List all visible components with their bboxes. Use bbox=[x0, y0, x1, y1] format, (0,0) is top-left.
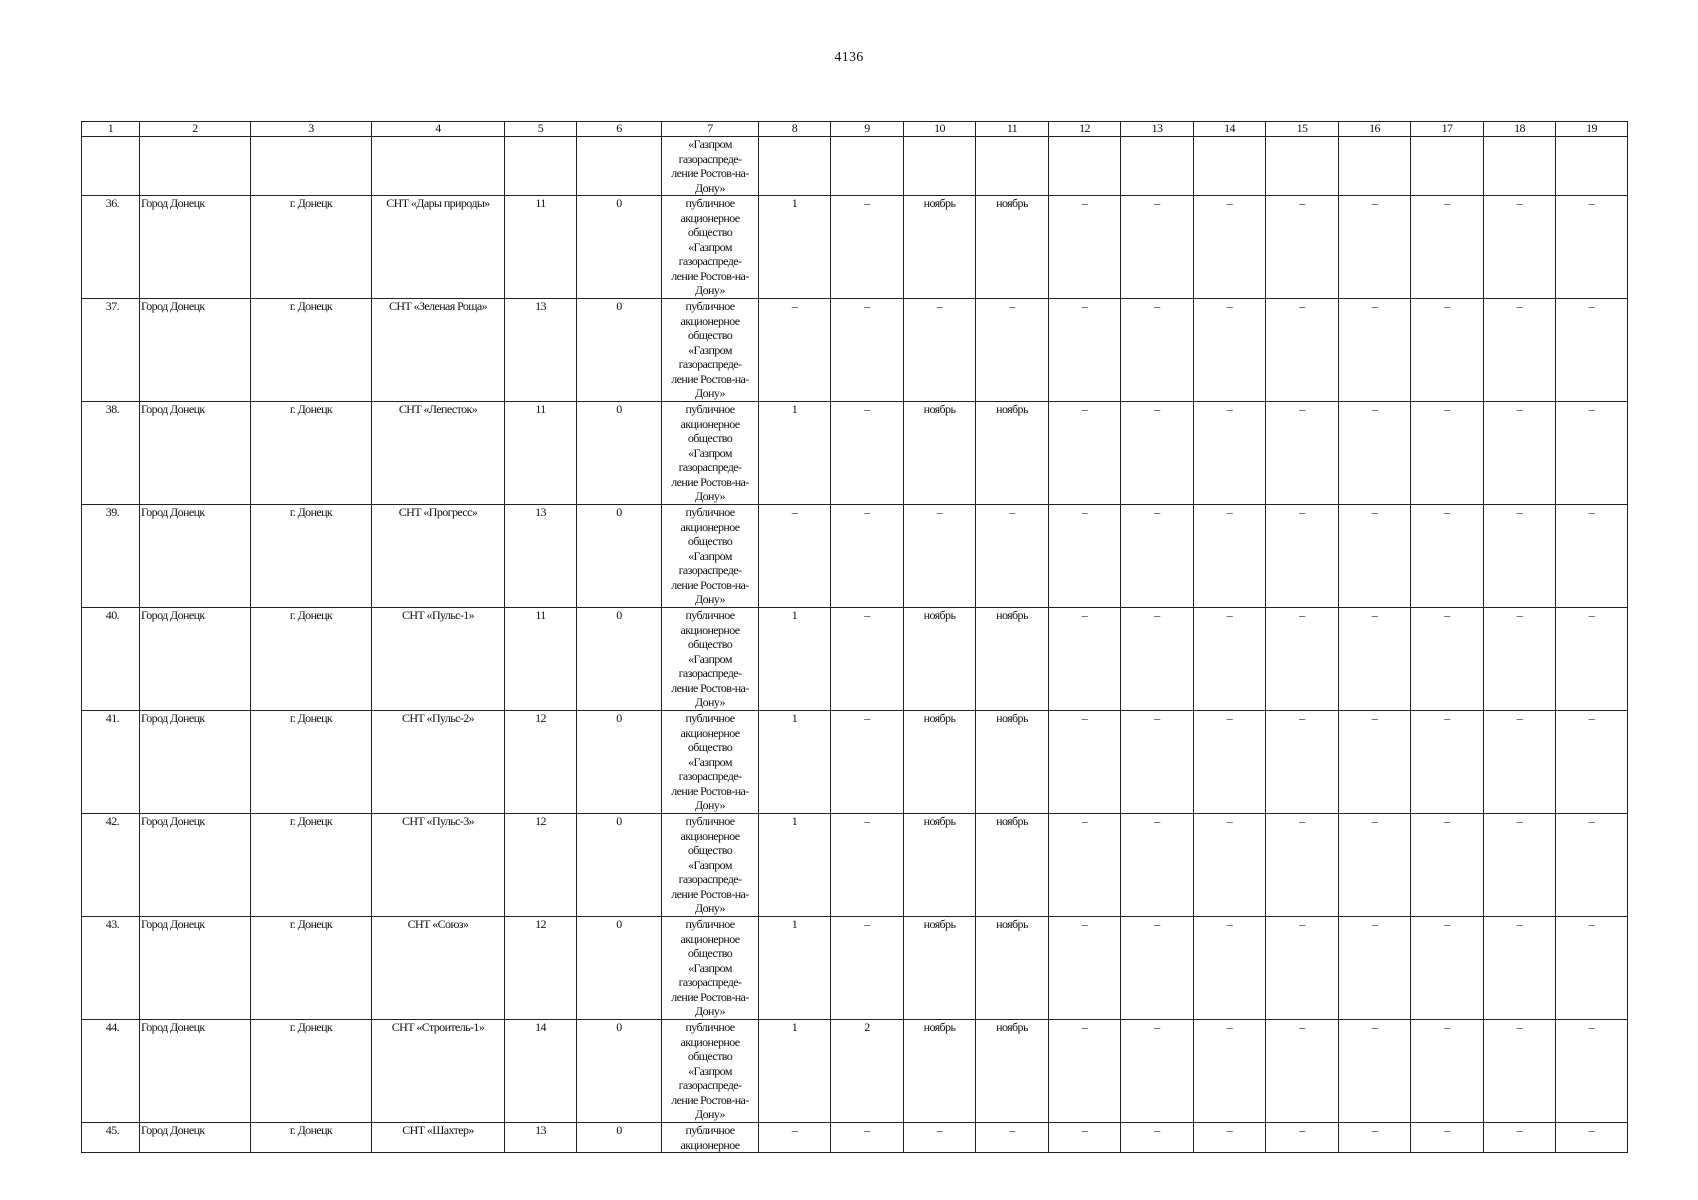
cell-col-16: – bbox=[1339, 1020, 1411, 1123]
cell-col-13: – bbox=[1121, 1020, 1194, 1123]
cell-object-name: СНТ «Пульс-1» bbox=[372, 608, 505, 711]
column-header-5: 5 bbox=[505, 122, 577, 137]
cell-row-number: 37. bbox=[82, 299, 140, 402]
cell-col-11: ноябрь bbox=[976, 196, 1049, 299]
cell-empty bbox=[1339, 137, 1411, 196]
cell-col-12: – bbox=[1049, 299, 1121, 402]
cell-col-10: ноябрь bbox=[904, 196, 976, 299]
cell-col-17: – bbox=[1411, 608, 1484, 711]
cell-col-17: – bbox=[1411, 505, 1484, 608]
cell-col-18: – bbox=[1484, 1123, 1556, 1153]
cell-col-11: ноябрь bbox=[976, 1020, 1049, 1123]
table-row bbox=[82, 299, 1628, 402]
cell-col-13: – bbox=[1121, 608, 1194, 711]
cell-col-15: – bbox=[1266, 1020, 1339, 1123]
cell-col-17: – bbox=[1411, 814, 1484, 917]
cell-empty bbox=[577, 137, 662, 196]
cell-organization: публичное акционерное общество «Газпром газораспреде- ление Ростов-на- Дону» bbox=[662, 711, 759, 814]
column-header-15: 15 bbox=[1266, 122, 1339, 137]
cell-col-6: 0 bbox=[577, 917, 662, 1020]
cell-col-8: – bbox=[759, 299, 831, 402]
cell-col-15: – bbox=[1266, 402, 1339, 505]
cell-col-17: – bbox=[1411, 1123, 1484, 1153]
cell-col-5: 14 bbox=[505, 1020, 577, 1123]
cell-row-number: 42. bbox=[82, 814, 140, 917]
cell-col-18: – bbox=[1484, 505, 1556, 608]
cell-empty bbox=[372, 137, 505, 196]
column-header-9: 9 bbox=[831, 122, 904, 137]
cell-locality: г. Донецк bbox=[251, 1020, 372, 1123]
column-header-14: 14 bbox=[1194, 122, 1266, 137]
column-header-1: 1 bbox=[82, 122, 140, 137]
cell-col-12: – bbox=[1049, 814, 1121, 917]
cell-col-5: 11 bbox=[505, 608, 577, 711]
cell-col-8: 1 bbox=[759, 402, 831, 505]
cell-col-12: – bbox=[1049, 917, 1121, 1020]
cell-object-name: СНТ «Дары природы» bbox=[372, 196, 505, 299]
cell-col-14: – bbox=[1194, 711, 1266, 814]
cell-col-17: – bbox=[1411, 402, 1484, 505]
cell-municipality: Город Донецк bbox=[140, 299, 251, 402]
cell-organization: публичное акционерное bbox=[662, 1123, 759, 1153]
cell-col-19: – bbox=[1556, 711, 1628, 814]
cell-col-10: ноябрь bbox=[904, 814, 976, 917]
cell-col-15: – bbox=[1266, 196, 1339, 299]
cell-col-17: – bbox=[1411, 917, 1484, 1020]
cell-col-5: 11 bbox=[505, 196, 577, 299]
table-body bbox=[82, 137, 1628, 1153]
cell-col-19: – bbox=[1556, 608, 1628, 711]
cell-col-17: – bbox=[1411, 1020, 1484, 1123]
cell-col-18: – bbox=[1484, 917, 1556, 1020]
cell-municipality: Город Донецк bbox=[140, 505, 251, 608]
cell-col-10: ноябрь bbox=[904, 711, 976, 814]
cell-col-9: – bbox=[831, 917, 904, 1020]
cell-col-14: – bbox=[1194, 608, 1266, 711]
cell-empty bbox=[759, 137, 831, 196]
cell-empty bbox=[1266, 137, 1339, 196]
cell-col-6: 0 bbox=[577, 711, 662, 814]
cell-empty bbox=[251, 137, 372, 196]
cell-empty bbox=[1411, 137, 1484, 196]
cell-col-16: – bbox=[1339, 814, 1411, 917]
cell-organization: «Газпром газораспреде- ление Ростов-на- Дону» bbox=[662, 137, 759, 196]
cell-organization: публичное акционерное общество «Газпром газораспреде- ление Ростов-на- Дону» bbox=[662, 299, 759, 402]
cell-organization: публичное акционерное общество «Газпром газораспреде- ление Ростов-на- Дону» bbox=[662, 608, 759, 711]
cell-col-5: 13 bbox=[505, 1123, 577, 1153]
cell-col-12: – bbox=[1049, 1123, 1121, 1153]
cell-empty bbox=[1194, 137, 1266, 196]
cell-col-11: ноябрь bbox=[976, 814, 1049, 917]
cell-col-13: – bbox=[1121, 196, 1194, 299]
cell-col-6: 0 bbox=[577, 196, 662, 299]
cell-col-12: – bbox=[1049, 505, 1121, 608]
cell-col-19: – bbox=[1556, 814, 1628, 917]
cell-col-6: 0 bbox=[577, 402, 662, 505]
cell-col-14: – bbox=[1194, 917, 1266, 1020]
cell-col-15: – bbox=[1266, 299, 1339, 402]
cell-col-8: – bbox=[759, 1123, 831, 1153]
cell-col-9: – bbox=[831, 1123, 904, 1153]
cell-col-16: – bbox=[1339, 711, 1411, 814]
column-number-header-row bbox=[82, 122, 1628, 137]
cell-object-name: СНТ «Зеленая Роща» bbox=[372, 299, 505, 402]
cell-empty bbox=[831, 137, 904, 196]
cell-municipality: Город Донецк bbox=[140, 917, 251, 1020]
cell-col-8: – bbox=[759, 505, 831, 608]
cell-col-5: 12 bbox=[505, 814, 577, 917]
cell-col-5: 12 bbox=[505, 711, 577, 814]
cell-col-16: – bbox=[1339, 917, 1411, 1020]
cell-organization: публичное акционерное общество «Газпром газораспреде- ление Ростов-на- Дону» bbox=[662, 402, 759, 505]
cell-col-14: – bbox=[1194, 196, 1266, 299]
column-header-18: 18 bbox=[1484, 122, 1556, 137]
cell-col-9: – bbox=[831, 402, 904, 505]
column-header-8: 8 bbox=[759, 122, 831, 137]
cell-empty bbox=[1121, 137, 1194, 196]
cell-col-8: 1 bbox=[759, 814, 831, 917]
cell-municipality: Город Донецк bbox=[140, 608, 251, 711]
cell-locality: г. Донецк bbox=[251, 1123, 372, 1153]
cell-col-9: – bbox=[831, 814, 904, 917]
cell-col-6: 0 bbox=[577, 299, 662, 402]
cell-empty bbox=[1484, 137, 1556, 196]
page-number: 4136 bbox=[834, 50, 864, 65]
cell-col-8: 1 bbox=[759, 608, 831, 711]
cell-col-13: – bbox=[1121, 1123, 1194, 1153]
cell-col-16: – bbox=[1339, 299, 1411, 402]
cell-col-18: – bbox=[1484, 402, 1556, 505]
cell-row-number: 45. bbox=[82, 1123, 140, 1153]
cell-col-19: – bbox=[1556, 917, 1628, 1020]
cell-col-16: – bbox=[1339, 505, 1411, 608]
cell-col-19: – bbox=[1556, 505, 1628, 608]
column-header-19: 19 bbox=[1556, 122, 1628, 137]
cell-municipality: Город Донецк bbox=[140, 402, 251, 505]
cell-row-number: 39. bbox=[82, 505, 140, 608]
cell-locality: г. Донецк bbox=[251, 505, 372, 608]
cell-col-8: 1 bbox=[759, 917, 831, 1020]
column-header-16: 16 bbox=[1339, 122, 1411, 137]
cell-row-number: 40. bbox=[82, 608, 140, 711]
table-row bbox=[82, 917, 1628, 1020]
cell-col-12: – bbox=[1049, 196, 1121, 299]
cell-locality: г. Донецк bbox=[251, 814, 372, 917]
cell-col-19: – bbox=[1556, 1123, 1628, 1153]
table-row bbox=[82, 1123, 1628, 1153]
cell-row-number: 38. bbox=[82, 402, 140, 505]
cell-object-name: СНТ «Пульс-2» bbox=[372, 711, 505, 814]
cell-locality: г. Донецк bbox=[251, 196, 372, 299]
cell-col-8: 1 bbox=[759, 711, 831, 814]
cell-col-17: – bbox=[1411, 196, 1484, 299]
cell-object-name: СНТ «Шахтер» bbox=[372, 1123, 505, 1153]
cell-object-name: СНТ «Прогресс» bbox=[372, 505, 505, 608]
cell-col-14: – bbox=[1194, 299, 1266, 402]
cell-col-6: 0 bbox=[577, 1020, 662, 1123]
cell-col-13: – bbox=[1121, 814, 1194, 917]
cell-col-16: – bbox=[1339, 402, 1411, 505]
table-row bbox=[82, 1020, 1628, 1123]
cell-locality: г. Донецк bbox=[251, 402, 372, 505]
cell-empty bbox=[505, 137, 577, 196]
cell-col-17: – bbox=[1411, 711, 1484, 814]
cell-col-5: 13 bbox=[505, 299, 577, 402]
cell-col-15: – bbox=[1266, 1123, 1339, 1153]
cell-locality: г. Донецк bbox=[251, 608, 372, 711]
cell-empty bbox=[140, 137, 251, 196]
cell-municipality: Город Донецк bbox=[140, 711, 251, 814]
cell-col-6: 0 bbox=[577, 608, 662, 711]
cell-col-18: – bbox=[1484, 608, 1556, 711]
cell-col-14: – bbox=[1194, 402, 1266, 505]
cell-col-10: ноябрь bbox=[904, 608, 976, 711]
cell-col-14: – bbox=[1194, 814, 1266, 917]
cell-object-name: СНТ «Союз» bbox=[372, 917, 505, 1020]
cell-empty bbox=[904, 137, 976, 196]
cell-empty bbox=[1556, 137, 1628, 196]
table-row bbox=[82, 196, 1628, 299]
column-header-17: 17 bbox=[1411, 122, 1484, 137]
cell-col-12: – bbox=[1049, 402, 1121, 505]
cell-col-11: ноябрь bbox=[976, 917, 1049, 1020]
cell-row-number: 36. bbox=[82, 196, 140, 299]
cell-col-18: – bbox=[1484, 814, 1556, 917]
cell-municipality: Город Донецк bbox=[140, 814, 251, 917]
cell-col-19: – bbox=[1556, 402, 1628, 505]
cell-col-10: – bbox=[904, 299, 976, 402]
data-table bbox=[81, 121, 1628, 1153]
column-header-7: 7 bbox=[662, 122, 759, 137]
cell-col-5: 13 bbox=[505, 505, 577, 608]
column-header-3: 3 bbox=[251, 122, 372, 137]
cell-organization: публичное акционерное общество «Газпром газораспреде- ление Ростов-на- Дону» bbox=[662, 505, 759, 608]
table-row bbox=[82, 402, 1628, 505]
cell-locality: г. Донецк bbox=[251, 299, 372, 402]
cell-col-8: 1 bbox=[759, 1020, 831, 1123]
cell-col-13: – bbox=[1121, 299, 1194, 402]
cell-col-16: – bbox=[1339, 608, 1411, 711]
cell-col-12: – bbox=[1049, 711, 1121, 814]
cell-col-6: 0 bbox=[577, 1123, 662, 1153]
cell-col-11: ноябрь bbox=[976, 402, 1049, 505]
cell-municipality: Город Донецк bbox=[140, 1123, 251, 1153]
table-row bbox=[82, 711, 1628, 814]
cell-col-11: – bbox=[976, 1123, 1049, 1153]
cell-municipality: Город Донецк bbox=[140, 196, 251, 299]
column-header-6: 6 bbox=[577, 122, 662, 137]
cell-row-number: 43. bbox=[82, 917, 140, 1020]
cell-object-name: СНТ «Пульс-3» bbox=[372, 814, 505, 917]
cell-col-15: – bbox=[1266, 814, 1339, 917]
cell-organization: публичное акционерное общество «Газпром газораспреде- ление Ростов-на- Дону» bbox=[662, 917, 759, 1020]
cell-col-9: – bbox=[831, 299, 904, 402]
cell-col-13: – bbox=[1121, 505, 1194, 608]
cell-empty bbox=[82, 137, 140, 196]
column-header-4: 4 bbox=[372, 122, 505, 137]
cell-col-19: – bbox=[1556, 1020, 1628, 1123]
cell-col-14: – bbox=[1194, 1020, 1266, 1123]
cell-col-9: – bbox=[831, 608, 904, 711]
cell-col-5: 12 bbox=[505, 917, 577, 1020]
column-header-10: 10 bbox=[904, 122, 976, 137]
cell-col-12: – bbox=[1049, 608, 1121, 711]
cell-col-11: – bbox=[976, 505, 1049, 608]
cell-col-9: – bbox=[831, 711, 904, 814]
cell-row-number: 44. bbox=[82, 1020, 140, 1123]
column-header-12: 12 bbox=[1049, 122, 1121, 137]
cell-col-18: – bbox=[1484, 299, 1556, 402]
cell-col-16: – bbox=[1339, 1123, 1411, 1153]
cell-row-number: 41. bbox=[82, 711, 140, 814]
column-header-11: 11 bbox=[976, 122, 1049, 137]
cell-col-13: – bbox=[1121, 711, 1194, 814]
column-header-2: 2 bbox=[140, 122, 251, 137]
cell-col-8: 1 bbox=[759, 196, 831, 299]
cell-col-17: – bbox=[1411, 299, 1484, 402]
cell-organization: публичное акционерное общество «Газпром газораспреде- ление Ростов-на- Дону» bbox=[662, 1020, 759, 1123]
cell-locality: г. Донецк bbox=[251, 917, 372, 1020]
table-row bbox=[82, 814, 1628, 917]
cell-col-15: – bbox=[1266, 711, 1339, 814]
cell-col-16: – bbox=[1339, 196, 1411, 299]
cell-col-9: – bbox=[831, 196, 904, 299]
cell-col-10: ноябрь bbox=[904, 1020, 976, 1123]
cell-col-19: – bbox=[1556, 196, 1628, 299]
cell-col-18: – bbox=[1484, 1020, 1556, 1123]
cell-object-name: СНТ «Строитель-1» bbox=[372, 1020, 505, 1123]
cell-col-18: – bbox=[1484, 196, 1556, 299]
cell-col-19: – bbox=[1556, 299, 1628, 402]
cell-col-5: 11 bbox=[505, 402, 577, 505]
cell-organization: публичное акционерное общество «Газпром газораспреде- ление Ростов-на- Дону» bbox=[662, 196, 759, 299]
cell-col-18: – bbox=[1484, 711, 1556, 814]
cell-organization: публичное акционерное общество «Газпром газораспреде- ление Ростов-на- Дону» bbox=[662, 814, 759, 917]
column-header-13: 13 bbox=[1121, 122, 1194, 137]
cell-col-15: – bbox=[1266, 917, 1339, 1020]
cell-col-10: – bbox=[904, 505, 976, 608]
cell-col-14: – bbox=[1194, 1123, 1266, 1153]
cell-object-name: СНТ «Лепесток» bbox=[372, 402, 505, 505]
cell-empty bbox=[1049, 137, 1121, 196]
table-row bbox=[82, 608, 1628, 711]
cell-empty bbox=[976, 137, 1049, 196]
cell-col-13: – bbox=[1121, 402, 1194, 505]
cell-municipality: Город Донецк bbox=[140, 1020, 251, 1123]
cell-col-9: – bbox=[831, 505, 904, 608]
cell-col-11: ноябрь bbox=[976, 711, 1049, 814]
cell-col-14: – bbox=[1194, 505, 1266, 608]
cell-col-6: 0 bbox=[577, 505, 662, 608]
cell-locality: г. Донецк bbox=[251, 711, 372, 814]
cell-col-11: – bbox=[976, 299, 1049, 402]
cell-col-11: ноябрь bbox=[976, 608, 1049, 711]
cell-col-10: ноябрь bbox=[904, 402, 976, 505]
cell-col-13: – bbox=[1121, 917, 1194, 1020]
cell-col-9: 2 bbox=[831, 1020, 904, 1123]
cell-col-15: – bbox=[1266, 505, 1339, 608]
cell-col-10: ноябрь bbox=[904, 917, 976, 1020]
cell-col-12: – bbox=[1049, 1020, 1121, 1123]
cell-col-15: – bbox=[1266, 608, 1339, 711]
cell-col-10: – bbox=[904, 1123, 976, 1153]
table-row bbox=[82, 505, 1628, 608]
cell-col-6: 0 bbox=[577, 814, 662, 917]
table-row-continuation bbox=[82, 137, 1628, 196]
